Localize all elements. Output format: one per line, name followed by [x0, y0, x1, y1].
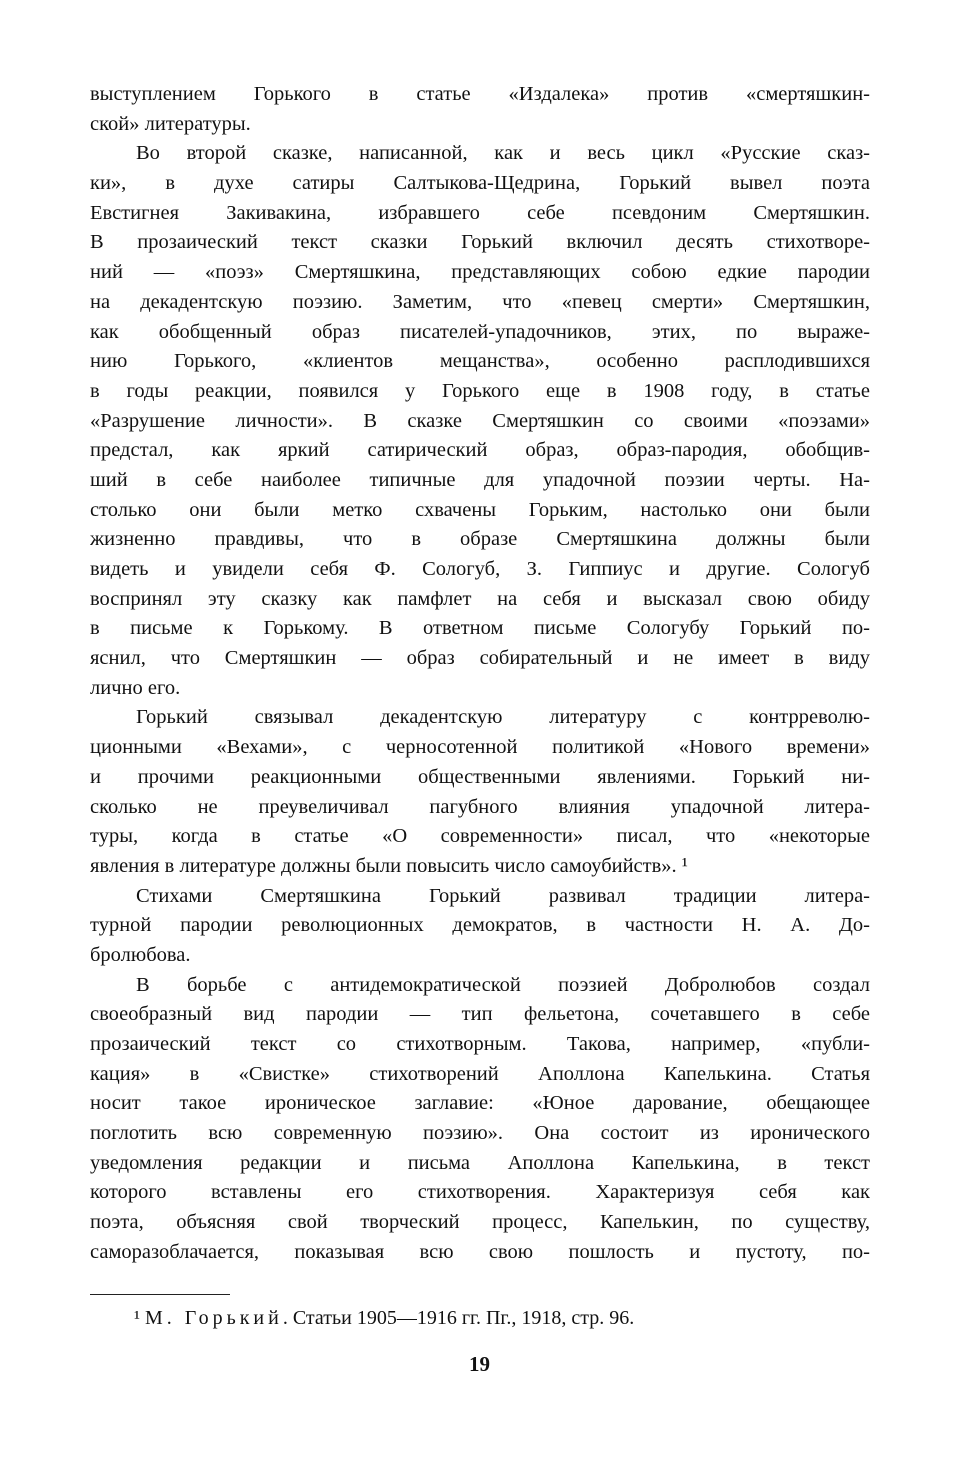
text-line: турной пародии революционных демократов, в частности Н. А. До- — [90, 914, 870, 937]
text-line: носит такое ироническое заглавие: «Юное дарование, обещающее — [90, 1092, 870, 1115]
text-line: поэта, объясняя свой творческий процесс, Капелькин, по существу, — [90, 1211, 870, 1234]
text-line: и прочими реакционными общественными явлениями. Горький ни- — [90, 765, 870, 788]
footnote — [134, 1305, 634, 1331]
text-line: ний — «поэз» Смертяшкина, представляющих собою едкие пародии — [90, 261, 870, 284]
text-line: уведомления редакции и письма Аполлона Капелькина, в текст — [90, 1151, 870, 1174]
text-line: ший в себе наиболее типичные для упадочной поэзии черты. На- — [90, 468, 870, 491]
footnote-citation: . Статьи 1905—1916 гг. Пг., 1918, стр. 96. — [282, 1307, 635, 1329]
text-line: саморазоблачается, показывая всю свою пошлость и пустоту, по- — [90, 1240, 870, 1263]
text-line: в письме к Горькому. В ответном письме Сологубу Горький по- — [90, 617, 870, 640]
text-line: сколько не преувеличивал пагубного влияния упадочной литера- — [90, 795, 870, 818]
text-line: прозаический текст со стихотворным. Такова, например, «публи- — [90, 1033, 870, 1055]
footnote-marker: ¹ — [134, 1307, 140, 1329]
text-line: кация» в «Свистке» стихотворений Аполлона Капелькина. Статья — [90, 1062, 870, 1085]
text-line: в годы реакции, появился у Горького еще в 1908 году, в статье — [90, 379, 870, 402]
page-number: 19 — [469, 1352, 490, 1376]
text-line: ки», в духе сатиры Салтыкова-Щедрина, Горький вывел поэта — [90, 172, 870, 195]
text-line: видеть и увидели себя Ф. Сологуб, З. Гиппиус и другие. Сологуб — [90, 558, 870, 580]
text-line: явления в литературе должны были повысить число самоубийств». ¹ — [90, 854, 688, 877]
text-line: нию Горького, «клиентов мещанства», особенно расплодившихся — [90, 350, 870, 373]
text-line: выступлением Горького в статье «Издалека» против «смертяшкин- — [90, 83, 870, 105]
text-line: Евстигнея Закивакина, избравшего себе псевдоним Смертяшкин. — [90, 201, 870, 224]
text-line: на декадентскую поэзию. Заметим, что «певец смерти» Смертяшкин, — [90, 290, 870, 313]
body-text — [90, 80, 870, 1268]
text-line: предстал, как яркий сатирический образ, образ-пародия, обобщив- — [90, 439, 870, 462]
text-line: как обобщенный образ писателей-упадочников, этих, по выраже- — [90, 320, 870, 343]
text-line: туры, когда в статье «О современности» писал, что «некоторые — [90, 825, 870, 848]
text-line: В борьбе с антидемократической поэзией Добролюбов создал — [136, 973, 870, 996]
text-line: Стихами Смертяшкина Горький развивал традиции литера- — [136, 884, 870, 907]
text-line: жизненно правдивы, что в образе Смертяшкина должны были — [90, 528, 870, 551]
text-line: поглотить всю современную поэзию». Она состоит из иронического — [90, 1122, 870, 1145]
text-line: Во второй сказке, написанной, как и весь цикл «Русские сказ- — [136, 142, 870, 165]
text-line: В прозаический текст сказки Горький включил десять стихотворе- — [90, 231, 870, 254]
footnote-divider — [90, 1294, 230, 1295]
text-line: воспринял эту сказку как памфлет на себя и высказал свою обиду — [90, 587, 870, 610]
text-line: яснил, что Смертяшкин — образ собирательный и не имеет в виду — [90, 647, 870, 670]
text-line: столько они были метко схвачены Горьким, настолько они были — [90, 498, 870, 521]
text-line: ционными «Вехами», с черносотенной политикой «Нового времени» — [90, 736, 870, 759]
text-line: «Разрушение личности». В сказке Смертяшкин со своими «поэзами» — [90, 409, 870, 432]
text-line: бролюбова. — [90, 943, 191, 966]
text-line: ской» литературы. — [90, 112, 251, 135]
text-line: своеобразный вид пародии — тип фельетона, сочетавшего в себе — [90, 1003, 870, 1026]
text-line: которого вставлены его стихотворения. Характеризуя себя как — [90, 1181, 870, 1204]
text-line: лично его. — [90, 676, 181, 699]
footnote-author: М. Горький — [145, 1307, 283, 1329]
text-line: Горький связывал декадентскую литературу с контрреволю- — [136, 706, 870, 729]
